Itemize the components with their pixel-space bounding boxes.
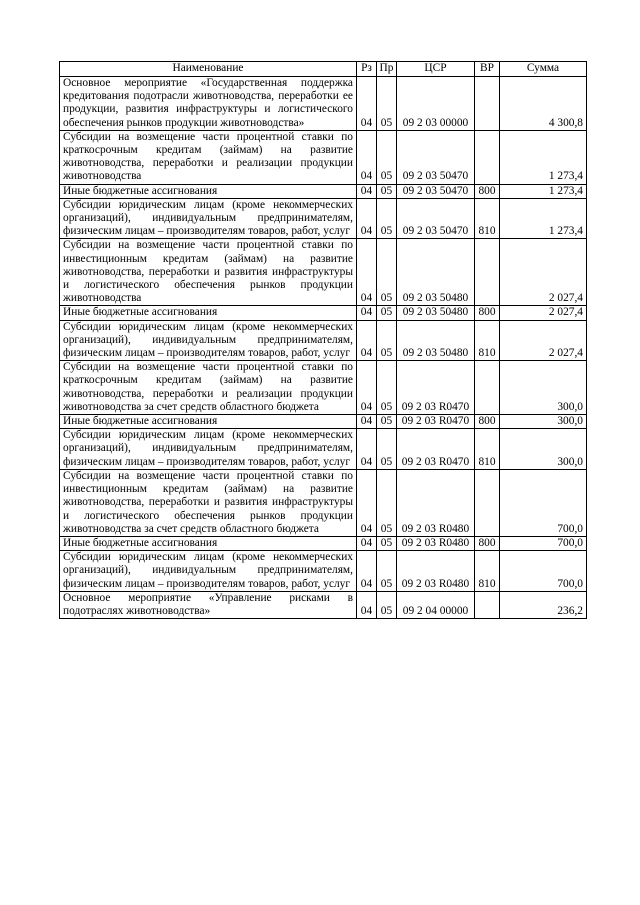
cell-name: Иные бюджетные ассигнования — [60, 536, 357, 550]
cell-vr: 800 — [475, 306, 500, 320]
header-csr: ЦСР — [397, 62, 475, 77]
cell-name: Субсидии на возмещение части процентной ставки по краткосрочным кредитам (займам) на развитие животноводства, переработки и реализации продукции животноводства за счет средств областного бюджета — [60, 361, 357, 415]
cell-rz: 04 — [357, 591, 377, 618]
cell-rz: 04 — [357, 429, 377, 470]
cell-name: Субсидии юридическим лицам (кроме некоммерческих организаций), индивидуальным предпринимателям, физическим лицам – производителям товаров, работ, услуг — [60, 198, 357, 239]
cell-pr: 05 — [377, 77, 397, 131]
cell-sum: 1 273,4 — [500, 130, 587, 184]
cell-csr: 09 2 03 R0470 — [397, 415, 475, 429]
table-body — [60, 77, 587, 619]
cell-csr: 09 2 03 00000 — [397, 77, 475, 131]
cell-pr: 05 — [377, 239, 397, 306]
cell-sum: 300,0 — [500, 429, 587, 470]
cell-csr: 09 2 03 50470 — [397, 184, 475, 198]
table-row — [60, 130, 587, 184]
cell-csr: 09 2 03 R0470 — [397, 361, 475, 415]
cell-vr: 810 — [475, 320, 500, 361]
cell-csr: 09 2 03 50470 — [397, 198, 475, 239]
cell-name: Субсидии юридическим лицам (кроме некоммерческих организаций), индивидуальным предпринимателям, физическим лицам – производителям товаров, работ, услуг — [60, 429, 357, 470]
cell-pr: 05 — [377, 536, 397, 550]
cell-vr: 800 — [475, 536, 500, 550]
cell-vr: 810 — [475, 198, 500, 239]
table-row — [60, 536, 587, 550]
cell-rz: 04 — [357, 415, 377, 429]
cell-rz: 04 — [357, 320, 377, 361]
cell-vr — [475, 469, 500, 536]
cell-csr: 09 2 04 00000 — [397, 591, 475, 618]
budget-table — [59, 61, 587, 619]
table-row — [60, 77, 587, 131]
header-pr: Пр — [377, 62, 397, 77]
header-rz: Рз — [357, 62, 377, 77]
cell-csr: 09 2 03 50470 — [397, 130, 475, 184]
header-vr: ВР — [475, 62, 500, 77]
cell-csr: 09 2 03 50480 — [397, 320, 475, 361]
cell-vr: 810 — [475, 551, 500, 592]
cell-name: Основное мероприятие «Государственная поддержка кредитования подотрасли животноводства, переработки ее продукции, развития инфраструктуры и логистического обеспечения рынков продукции животноводства» — [60, 77, 357, 131]
cell-pr: 05 — [377, 469, 397, 536]
cell-csr: 09 2 03 R0480 — [397, 469, 475, 536]
table-row — [60, 184, 587, 198]
cell-pr: 05 — [377, 551, 397, 592]
cell-name: Субсидии юридическим лицам (кроме некоммерческих организаций), индивидуальным предпринимателям, физическим лицам – производителям товаров, работ, услуг — [60, 551, 357, 592]
cell-sum: 700,0 — [500, 469, 587, 536]
table-row — [60, 239, 587, 306]
cell-sum: 700,0 — [500, 551, 587, 592]
cell-pr: 05 — [377, 415, 397, 429]
cell-pr: 05 — [377, 306, 397, 320]
cell-sum: 2 027,4 — [500, 306, 587, 320]
table-row — [60, 469, 587, 536]
cell-csr: 09 2 03 50480 — [397, 306, 475, 320]
cell-vr — [475, 130, 500, 184]
header-row — [60, 62, 587, 77]
cell-rz: 04 — [357, 77, 377, 131]
cell-name: Иные бюджетные ассигнования — [60, 184, 357, 198]
cell-csr: 09 2 03 R0480 — [397, 536, 475, 550]
cell-sum: 300,0 — [500, 361, 587, 415]
cell-pr: 05 — [377, 429, 397, 470]
cell-csr: 09 2 03 R0470 — [397, 429, 475, 470]
cell-rz: 04 — [357, 198, 377, 239]
cell-name: Иные бюджетные ассигнования — [60, 306, 357, 320]
table-row — [60, 361, 587, 415]
table-row — [60, 198, 587, 239]
cell-rz: 04 — [357, 361, 377, 415]
header-name: Наименование — [60, 62, 357, 77]
cell-vr: 810 — [475, 429, 500, 470]
table-row — [60, 306, 587, 320]
cell-pr: 05 — [377, 184, 397, 198]
cell-sum: 700,0 — [500, 536, 587, 550]
cell-rz: 04 — [357, 130, 377, 184]
cell-pr: 05 — [377, 130, 397, 184]
cell-name: Субсидии юридическим лицам (кроме некоммерческих организаций), индивидуальным предпринимателям, физическим лицам – производителям товаров, работ, услуг — [60, 320, 357, 361]
cell-rz: 04 — [357, 551, 377, 592]
cell-vr — [475, 239, 500, 306]
cell-vr: 800 — [475, 415, 500, 429]
cell-pr: 05 — [377, 591, 397, 618]
cell-pr: 05 — [377, 361, 397, 415]
cell-name: Иные бюджетные ассигнования — [60, 415, 357, 429]
cell-vr: 800 — [475, 184, 500, 198]
cell-name: Субсидии на возмещение части процентной ставки по краткосрочным кредитам (займам) на развитие животноводства, переработки и реализации продукции животноводства — [60, 130, 357, 184]
cell-pr: 05 — [377, 320, 397, 361]
cell-vr — [475, 591, 500, 618]
table-row — [60, 551, 587, 592]
cell-rz: 04 — [357, 469, 377, 536]
table-row — [60, 415, 587, 429]
cell-rz: 04 — [357, 306, 377, 320]
header-sum: Сумма — [500, 62, 587, 77]
cell-sum: 1 273,4 — [500, 198, 587, 239]
cell-name: Субсидии на возмещение части процентной ставки по инвестиционным кредитам (займам) на развитие животноводства, переработки и развития инфраструктуры и логистического обеспечения рынков продукции животноводства — [60, 239, 357, 306]
cell-sum: 236,2 — [500, 591, 587, 618]
cell-name: Субсидии на возмещение части процентной ставки по инвестиционным кредитам (займам) на развитие животноводства, переработки и развития инфраструктуры и логистического обеспечения рынков продукции животноводства за счет средств областного бюджета — [60, 469, 357, 536]
cell-rz: 04 — [357, 184, 377, 198]
table-header — [60, 62, 587, 77]
cell-name: Основное мероприятие «Управление рисками в подотраслях животноводства» — [60, 591, 357, 618]
cell-csr: 09 2 03 50480 — [397, 239, 475, 306]
cell-rz: 04 — [357, 239, 377, 306]
cell-rz: 04 — [357, 536, 377, 550]
table-row — [60, 320, 587, 361]
cell-sum: 2 027,4 — [500, 239, 587, 306]
cell-csr: 09 2 03 R0480 — [397, 551, 475, 592]
cell-vr — [475, 361, 500, 415]
cell-sum: 2 027,4 — [500, 320, 587, 361]
cell-vr — [475, 77, 500, 131]
cell-pr: 05 — [377, 198, 397, 239]
cell-sum: 300,0 — [500, 415, 587, 429]
cell-sum: 1 273,4 — [500, 184, 587, 198]
table-row — [60, 591, 587, 618]
table-row — [60, 429, 587, 470]
cell-sum: 4 300,8 — [500, 77, 587, 131]
